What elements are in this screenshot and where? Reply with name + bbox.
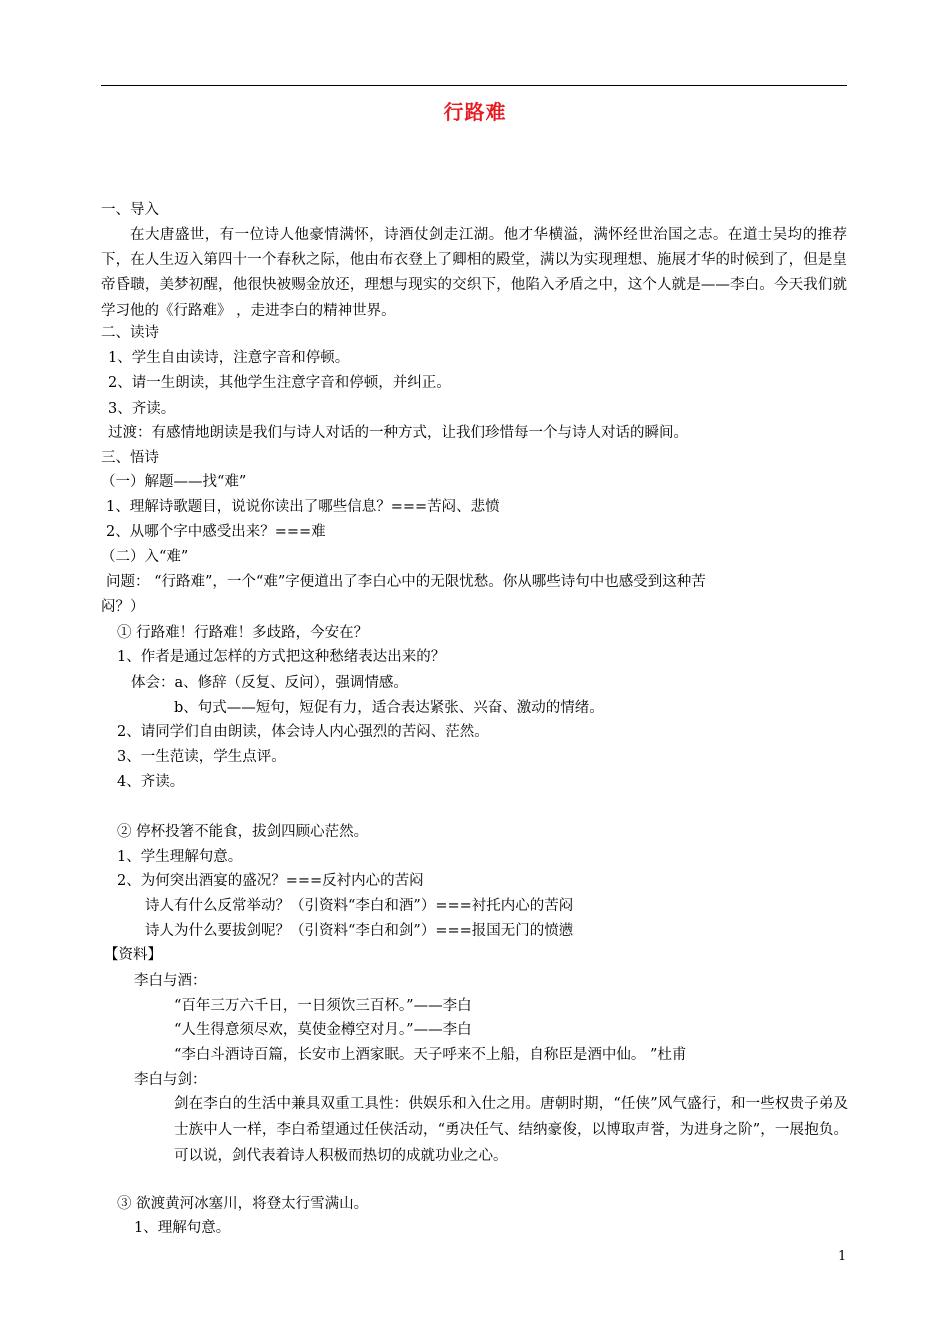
list-item: 1、学生自由读诗，注意字音和停顿。 [108,350,350,366]
list-item: 2、请同学们自由朗读，体会诗人内心强烈的苦闷、茫然。 [117,724,489,740]
part1-heading: （一）解题——找“难” [101,474,247,490]
list-item: 3、齐读。 [108,401,176,417]
list-item: 1、学生理解句意。 [117,849,243,865]
verse-line: ③ 欲渡黄河冰塞川，将登太行雪满山。 [117,1196,369,1212]
question-text: 问题： “行路难”，一个“难”字便道出了李白心中的无限忧愁。你从哪些诗句中也感受到这种苦 [106,574,706,590]
list-item: 2、从哪个字中感受出来？===难 [106,524,326,540]
sword-heading: 李白与剑： [134,1072,207,1088]
document-title: 行路难 [443,100,507,124]
wine-heading: 李白与酒： [134,973,207,989]
verse-line: ② 停杯投箸不能食，拔剑四顾心茫然。 [117,824,369,840]
list-item: 诗人为什么要拔剑呢？（引资料“李白和剑”）===报国无门的愤懑 [145,923,574,939]
part2-heading: （二）入“难” [101,549,189,565]
intro-paragraph: 在大唐盛世，有一位诗人他豪情满怀，诗酒仗剑走江湖。他才华横溢，满怀经世治国之志。在道士吴均的推荐下，在人生迈入第四十一个春秋之际，他由布衣登上了卿相的殿堂，满以为实现理想、施展才华的时候到了，但是皇帝昏聩，美梦初醒，他很快被赐金放还，理想与现实的交织下，他陷入矛盾之中，这个人就是——李白。今天我们就学习他的《行路难》 ，走进李白的精神世界。 [101,227,847,319]
header-rule [101,85,847,86]
page-number: 1 [838,1249,847,1264]
list-item: 诗人有什么反常举动？（引资料“李白和酒”）===衬托内心的苦闷 [145,898,574,914]
list-item: 1、作者是通过怎样的方式把这种愁绪表达出来的？ [117,649,446,665]
list-item: 1、理解句意。 [134,1220,231,1236]
intro-heading: 一、导入 [101,202,159,218]
quote-line: “李白斗酒诗百篇，长安市上酒家眠。天子呼来不上船，自称臣是酒中仙。 ”杜甫 [174,1047,687,1063]
transition-text: 过渡：有感情地朗读是我们与诗人对话的一种方式，让我们珍惜每一个与诗人对话的瞬间。 [108,425,688,441]
list-item: 3、一生范读，学生点评。 [117,749,286,765]
quote-line: “百年三万六千日，一日须饮三百杯。”——李白 [174,998,472,1014]
list-item: 2、为何突出酒宴的盛况？===反衬内心的苦闷 [117,873,424,889]
list-item: 4、齐读。 [117,774,185,790]
list-item: 2、请一生朗读，其他学生注意字音和停顿，并纠正。 [108,375,451,391]
question-text: 闷？） [101,599,145,615]
sword-paragraph: 剑在李白的生活中兼具双重工具性：供娱乐和入仕之用。唐朝时期，“任侠”风气盛行，和一些权贵子弟及士族中人一样，李白希望通过任侠活动，“勇决任气、结纳豪俊，以博取声誉，为进身之阶”，一展抱负。可以说，剑代表着诗人积极而热切的成就功业之心。 [174,1096,848,1164]
quote-line: “人生得意须尽欢，莫使金樽空对月。”——李白 [174,1022,472,1038]
list-item: 1、理解诗歌题目，说说你读出了哪些信息？===苦闷、悲愤 [106,499,500,515]
list-item: b、句式——短句，短促有力，适合表达紧张、兴奋、激动的情绪。 [174,700,604,716]
understand-heading: 三、悟诗 [101,450,159,466]
read-heading: 二、读诗 [101,325,159,341]
verse-line: ① 行路难！行路难！多歧路，今安在？ [117,625,369,641]
material-heading: 【资料】 [104,947,162,963]
list-item: 体会：a、修辞（反复、反问），强调情感。 [131,675,408,691]
